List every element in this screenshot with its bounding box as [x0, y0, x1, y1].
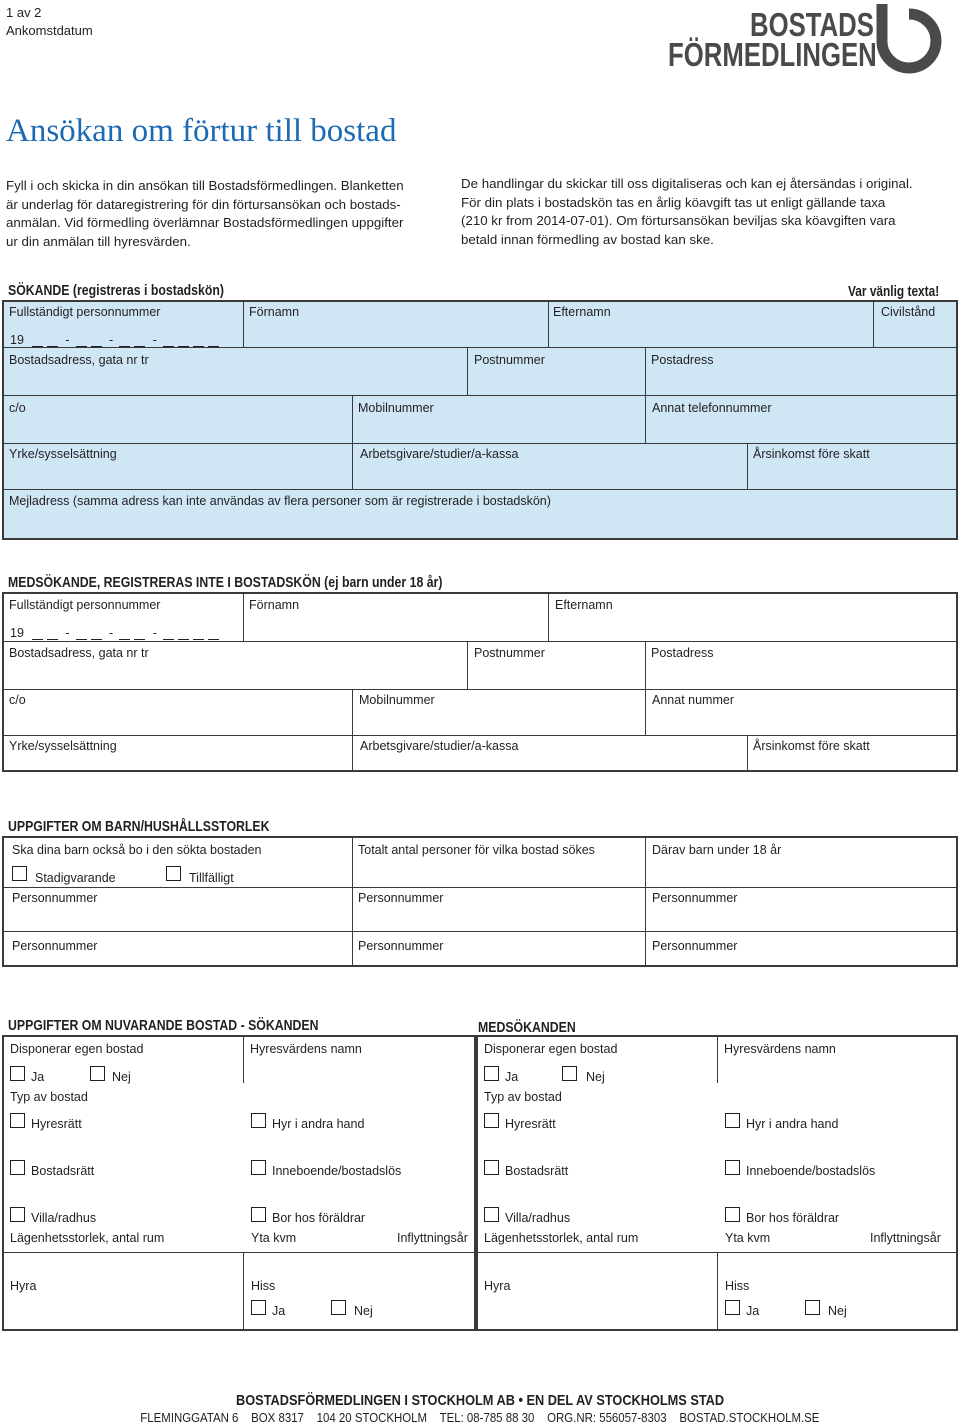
med-hiss-label: Hiss: [725, 1279, 750, 1293]
bostad-medsokande-heading: MEDSÖKANDEN: [478, 1019, 576, 1036]
footer-contact: [0, 1410, 960, 1425]
medsokande-adress-label[interactable]: Bostadsadress, gata nr tr: [9, 646, 149, 660]
footer-postal: 104 20 STOCKHOLM: [316, 1410, 428, 1425]
med-hyresratt-checkbox[interactable]: [484, 1113, 499, 1128]
barn-pnr-label[interactable]: Personnummer: [652, 939, 738, 953]
logo-line2: FÖRMEDLINGEN: [668, 36, 877, 73]
medsokande-inkomst-label[interactable]: Årsinkomst före skatt: [753, 739, 870, 753]
pnr-dash: -: [152, 333, 157, 347]
hyresratt-label: Hyresrätt: [31, 1117, 82, 1131]
barn-pnr-label[interactable]: Personnummer: [652, 891, 738, 905]
inneboende-label: Inneboende/bostadslös: [746, 1164, 876, 1178]
logo: [668, 2, 943, 77]
med-bostadsratt-checkbox[interactable]: [484, 1160, 499, 1175]
intro-right-line: De handlingar du skickar till oss digitaliseras och kan ej återsändas i original.: [461, 176, 913, 191]
med-yta-label[interactable]: Yta kvm: [725, 1231, 771, 1245]
med-foraldrar-checkbox[interactable]: [725, 1207, 740, 1222]
hyra-label[interactable]: Hyra: [10, 1279, 37, 1293]
storlek-label[interactable]: Lägenhetsstorlek, antal rum: [10, 1231, 165, 1245]
med-inflyttning-label[interactable]: Inflyttningsår: [870, 1231, 941, 1245]
received-date-label: Ankomstdatum: [6, 23, 93, 38]
page-number: 1 av 2: [6, 5, 42, 20]
sokande-arbetsgivare-label[interactable]: Arbetsgivare/studier/a-kassa: [360, 447, 519, 461]
disponerar-nej-checkbox[interactable]: [90, 1066, 105, 1081]
print-note: Var vänlig texta!: [848, 284, 940, 300]
intro-right: [461, 175, 956, 249]
med-andrahand-checkbox[interactable]: [725, 1113, 740, 1128]
footer-company: [0, 1392, 960, 1410]
inneboende-label: Inneboende/bostadslös: [272, 1164, 402, 1178]
medsokande-efternamn-label[interactable]: Efternamn: [555, 598, 613, 612]
footer-website[interactable]: BOSTAD.STOCKHOLM.SE: [679, 1410, 820, 1425]
hyresratt-checkbox[interactable]: [10, 1113, 25, 1128]
sokande-pnr-label: Fullständigt personnummer: [9, 305, 161, 319]
barn-q2-label[interactable]: Totalt antal personer för vilka bostad sökes: [358, 843, 595, 857]
medsokande-arbetsgivare-label[interactable]: Arbetsgivare/studier/a-kassa: [360, 739, 519, 753]
andrahand-checkbox[interactable]: [251, 1113, 266, 1128]
andrahand-label: Hyr i andra hand: [272, 1117, 365, 1131]
hiss-ja-checkbox[interactable]: [251, 1300, 266, 1315]
bostadsratt-label: Bostadsrätt: [31, 1164, 95, 1178]
intro-right-line: betald innan förmedling av bostad kan ske.: [461, 231, 714, 247]
sokande-fornamn-label: Förnamn: [249, 305, 300, 319]
barn-pnr-label[interactable]: Personnummer: [358, 939, 444, 953]
footer-company-text: BOSTADSFÖRMEDLINGEN I STOCKHOLM AB • EN DEL AV STOCKHOLMS STAD: [235, 1392, 725, 1409]
hiss-nej-checkbox[interactable]: [331, 1300, 346, 1315]
barn-q1-label: Ska dina barn också bo i den sökta bostaden: [12, 843, 262, 857]
hyresvard-label[interactable]: Hyresvärdens namn: [250, 1042, 362, 1056]
andrahand-label: Hyr i andra hand: [746, 1117, 839, 1131]
tillfalligt-label: Tillfälligt: [189, 871, 234, 885]
foraldrar-checkbox[interactable]: [251, 1207, 266, 1222]
hyresratt-label: Hyresrätt: [505, 1117, 556, 1131]
sokande-heading: SÖKANDE (registreras i bostadskön): [8, 282, 224, 299]
pnr-dash: -: [109, 333, 114, 347]
ja-label: Ja: [272, 1304, 286, 1318]
sokande-mejl-label[interactable]: Mejladress (samma adress kan inte användas av flera personer som är registrerade i bostadskön): [9, 494, 551, 508]
barn-pnr-label[interactable]: Personnummer: [12, 891, 98, 905]
inneboende-checkbox[interactable]: [251, 1160, 266, 1175]
sokande-mobil-label[interactable]: Mobilnummer: [358, 401, 434, 415]
villa-label: Villa/radhus: [505, 1211, 571, 1225]
typ-label: Typ av bostad: [10, 1090, 88, 1104]
med-hyresvard-label[interactable]: Hyresvärdens namn: [724, 1042, 836, 1056]
foraldrar-label: Bor hos föräldrar: [272, 1211, 366, 1225]
sokande-yrke-label[interactable]: Yrke/sysselsättning: [9, 447, 117, 461]
nej-label: Nej: [828, 1304, 847, 1318]
medsokande-fornamn-label[interactable]: Förnamn: [249, 598, 300, 612]
stadigvarande-label: Stadigvarande: [35, 871, 116, 885]
villa-label: Villa/radhus: [31, 1211, 97, 1225]
disponerar-ja-checkbox[interactable]: [10, 1066, 25, 1081]
medsokande-co-label[interactable]: c/o: [9, 693, 26, 707]
footer-phone: TEL: 08-785 88 30: [439, 1410, 535, 1425]
sokande-co-label[interactable]: c/o: [9, 401, 26, 415]
logo-mark-icon: [875, 2, 943, 76]
nej-label: Nej: [112, 1070, 131, 1084]
pnr-dash: -: [152, 626, 157, 640]
medsokande-annat-label[interactable]: Annat nummer: [652, 693, 734, 707]
sokande-annat-tel-label[interactable]: Annat telefonnummer: [652, 401, 772, 415]
med-inneboende-checkbox[interactable]: [725, 1160, 740, 1175]
medsokande-postadress-label[interactable]: Postadress: [651, 646, 714, 660]
medsokande-yrke-label[interactable]: Yrke/sysselsättning: [9, 739, 117, 753]
barn-heading: UPPGIFTER OM BARN/HUSHÅLLSSTORLEK: [8, 818, 270, 835]
sokande-efternamn-label: Efternamn: [553, 305, 611, 319]
yta-label[interactable]: Yta kvm: [251, 1231, 297, 1245]
medsokande-pnr-field[interactable]: [10, 626, 223, 640]
tillfalligt-checkbox[interactable]: [166, 866, 181, 881]
intro-left-line: Fyll i och skicka in din ansökan till Bostadsförmedlingen. Blanketten: [6, 178, 404, 193]
page-title: Ansökan om förtur till bostad: [6, 113, 397, 149]
med-disponerar-nej-checkbox[interactable]: [562, 1066, 577, 1081]
villa-checkbox[interactable]: [10, 1207, 25, 1222]
barn-pnr-label[interactable]: Personnummer: [12, 939, 98, 953]
disponerar-label: Disponerar egen bostad: [10, 1042, 144, 1056]
nej-label: Nej: [354, 1304, 373, 1318]
intro-right-line: (210 kr from 2014-07-01). Om förtursansökan beviljas ska köavgiften vara: [461, 213, 896, 228]
med-hiss-nej-checkbox[interactable]: [805, 1300, 820, 1315]
pnr-prefix: 19: [10, 626, 24, 640]
pnr-prefix: 19: [10, 333, 24, 347]
medsokande-mobil-label[interactable]: Mobilnummer: [359, 693, 435, 707]
sokande-inkomst-label[interactable]: Årsinkomst före skatt: [753, 447, 870, 461]
med-villa-checkbox[interactable]: [484, 1207, 499, 1222]
intro-left-line: ur din anmälan till hyresvärden.: [6, 233, 191, 249]
bostadsratt-label: Bostadsrätt: [505, 1164, 569, 1178]
ja-label: Ja: [746, 1304, 760, 1318]
sokande-postnr-label[interactable]: Postnummer: [474, 353, 545, 367]
medsokande-pnr-label: Fullständigt personnummer: [9, 598, 161, 612]
barn-q3-label[interactable]: Därav barn under 18 år: [652, 843, 782, 857]
intro-right-line: För din plats i bostadskön tas en årlig köavgift tas ut enligt gällande taxa: [461, 194, 886, 210]
intro-left-line: är underlag för dataregistrering för din förtursansökan och bostads-: [6, 196, 401, 212]
sokande-adress-label[interactable]: Bostadsadress, gata nr tr: [9, 353, 149, 367]
intro-left-line: anmälan. Vid förmedling överlämnar Bostadsförmedlingen uppgifter: [6, 215, 404, 230]
inflyttning-label[interactable]: Inflyttningsår: [397, 1231, 468, 1245]
med-typ-label: Typ av bostad: [484, 1090, 562, 1104]
sokande-pnr-field[interactable]: [10, 333, 223, 347]
footer-address: FLEMINGGATAN 6: [140, 1410, 239, 1425]
footer-box: BOX 8317: [251, 1410, 305, 1425]
med-hyra-label[interactable]: Hyra: [484, 1279, 511, 1293]
med-storlek-label[interactable]: Lägenhetsstorlek, antal rum: [484, 1231, 639, 1245]
sokande-civilstand-label: Civilstånd: [881, 305, 936, 319]
bostad-heading: UPPGIFTER OM NUVARANDE BOSTAD - SÖKANDEN: [8, 1017, 319, 1034]
bostadsratt-checkbox[interactable]: [10, 1160, 25, 1175]
med-hiss-ja-checkbox[interactable]: [725, 1300, 740, 1315]
foraldrar-label: Bor hos föräldrar: [746, 1211, 840, 1225]
pnr-dash: -: [65, 333, 70, 347]
ja-label: Ja: [505, 1070, 519, 1084]
pnr-dash: -: [109, 626, 114, 640]
intro-left: [6, 177, 446, 251]
pnr-dash: -: [65, 626, 70, 640]
barn-pnr-label[interactable]: Personnummer: [358, 891, 444, 905]
medsokande-postnr-label[interactable]: Postnummer: [474, 646, 545, 660]
med-disponerar-ja-checkbox[interactable]: [484, 1066, 499, 1081]
logo-line1: BOSTADS: [750, 6, 874, 43]
nej-label: Nej: [586, 1070, 605, 1084]
med-disponerar-label: Disponerar egen bostad: [484, 1042, 618, 1056]
footer-orgnr: ORG.NR: 556057-8303: [547, 1410, 667, 1425]
medsokande-heading: MEDSÖKANDE, REGISTRERAS INTE I BOSTADSKÖN (ej barn under 18 år): [8, 574, 443, 591]
hiss-label: Hiss: [251, 1279, 276, 1293]
ja-label: Ja: [31, 1070, 45, 1084]
stadigvarande-checkbox[interactable]: [12, 866, 27, 881]
bostad-form-sokande: [2, 1035, 476, 1331]
sokande-postadress-label[interactable]: Postadress: [651, 353, 714, 367]
